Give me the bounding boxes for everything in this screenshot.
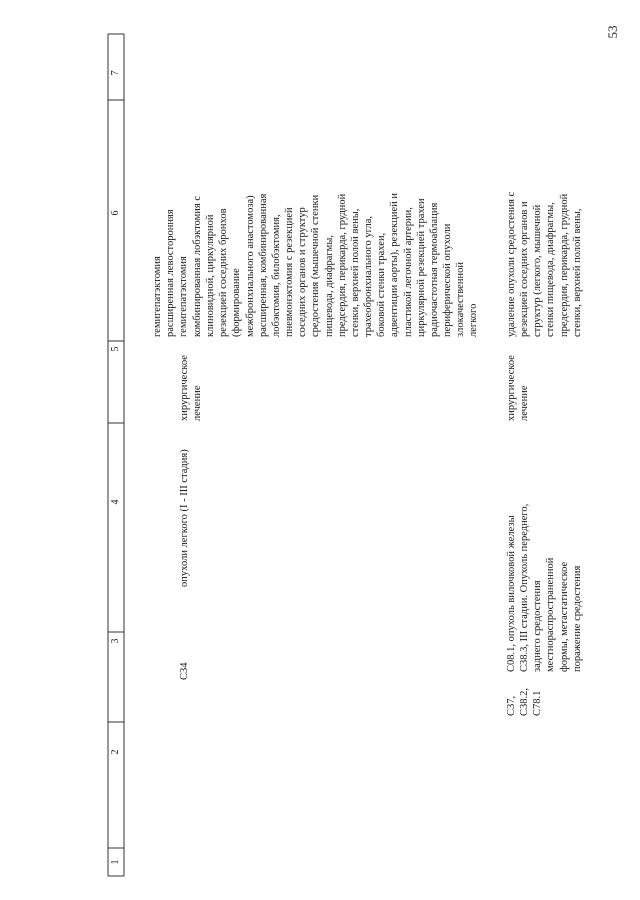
c34-row-col6-line: радиочастотная термоаблация <box>428 202 440 337</box>
c37-row-col3-line: C78.1 <box>532 690 544 716</box>
c34-row-col6-line: злокачественной <box>455 262 467 337</box>
c34-row-col6-line: адвентиции аорты), резекцией и <box>389 193 401 337</box>
c34-row-col5-treatment <box>178 355 204 421</box>
continued-row-col6-line: гемигепатэктомия <box>178 256 190 337</box>
column-number-1: 1 <box>110 859 121 865</box>
c37-row-col3-codes <box>505 688 544 716</box>
c37-row-col6-line: структур (легкого, мышечной <box>532 204 544 337</box>
c34-row-col6-line: расширенная, комбинированная <box>257 193 269 337</box>
c34-row-col5-line: лечение <box>192 385 204 421</box>
continued-row-col6-line: гемигепатэктомия <box>152 256 163 337</box>
c34-row-col6-line: резекцией соседних бронхов <box>218 208 230 337</box>
page-number: 53 <box>605 25 620 39</box>
c34-row-col3-code: C34 <box>179 662 190 680</box>
c34-row-col6-line: соседних органов и структур <box>297 207 309 337</box>
c34-row-col6-line: периферической опухоли <box>441 223 453 337</box>
continued-row-col6 <box>151 209 190 337</box>
c37-row-col3-line: C37, <box>506 695 517 716</box>
c34-row-col6-line: боковой стенки трахеи, <box>376 232 388 337</box>
c37-row-col4-line: C08.1, опухоль вилочковой железы <box>506 515 517 672</box>
c34-row-col6-procedures <box>191 193 480 337</box>
c37-row-col4-line: C38.3, III стадии. Опухоль переднего, <box>519 503 531 672</box>
c37-row-col5-line: лечение <box>519 385 531 421</box>
c37-row-col5-line: хирургическое <box>506 355 517 421</box>
c34-row-col6-line: клиновидной, циркулярной <box>205 214 217 337</box>
column-number-4: 4 <box>110 499 121 505</box>
column-number-7: 7 <box>110 70 121 76</box>
c37-row-col4-line: формы, метастатическое <box>558 561 570 672</box>
c37-row-col6-line: удаление опухоли средостения с <box>506 191 517 337</box>
c34-row-col6-line: стенки, верхней полой вены, <box>349 208 361 337</box>
c37-row-col6-procedures <box>505 192 584 337</box>
c34-row-col6-line: межбронхиального анастомоза) <box>244 195 256 337</box>
c37-row-col4-line: заднего средостения <box>532 580 544 672</box>
c37-row-col6-line: предсердия, перикарда, грудной <box>558 193 570 337</box>
continued-row-col6-line: расширенная левосторонняя <box>165 209 177 337</box>
c34-row-col6-line: пищевода, диафрагмы, <box>323 235 335 337</box>
c34-row-col6-line: средостения (мышечной стенки <box>310 194 322 337</box>
c37-row-col3-line: C38.2, <box>519 687 531 716</box>
c37-row-col4-diagnosis <box>505 504 584 672</box>
c34-row-col6-line: предсердия, перикарда, грудной <box>336 193 348 337</box>
c37-row-col6-line: резекцией соседних органов и <box>519 201 531 337</box>
c34-row-col6-line: пластикой легочной артерии, <box>402 207 414 337</box>
c34-row-col6-line: трахеобронхиального угла, <box>363 216 375 337</box>
c34-row-col6-line: лобэктомия, билобэктомия, <box>270 214 282 337</box>
column-number-3: 3 <box>110 638 121 644</box>
c34-row-col5-line: хирургическое <box>179 355 190 421</box>
c37-row-col6-line: стенки, верхней полой вены, <box>571 208 583 337</box>
c37-row-col4-line: местнораспространенной <box>545 557 557 672</box>
c34-row-col6-line: легкого <box>468 303 480 337</box>
column-number-2: 2 <box>110 749 121 755</box>
c37-row-col5-treatment <box>505 355 531 421</box>
c34-row-col6-line: циркулярной резекцией трахеи <box>415 198 427 337</box>
c34-row-col6-line: (формирование <box>231 268 243 337</box>
column-number-5: 5 <box>110 346 121 352</box>
c37-row-col4-line: поражение средостения <box>571 565 583 672</box>
c34-row-col6-line: пневмонэктомия с резекцией <box>284 207 296 337</box>
c34-row-col6-line: комбинированная лобэктомия с <box>192 196 203 337</box>
c34-row-col4-diagnosis: опухоли легкого (I - III стадия) <box>179 449 190 587</box>
c37-row-col6-line: стенки пищевода, диафрагмы, <box>545 202 557 337</box>
column-number-6: 6 <box>110 210 121 216</box>
